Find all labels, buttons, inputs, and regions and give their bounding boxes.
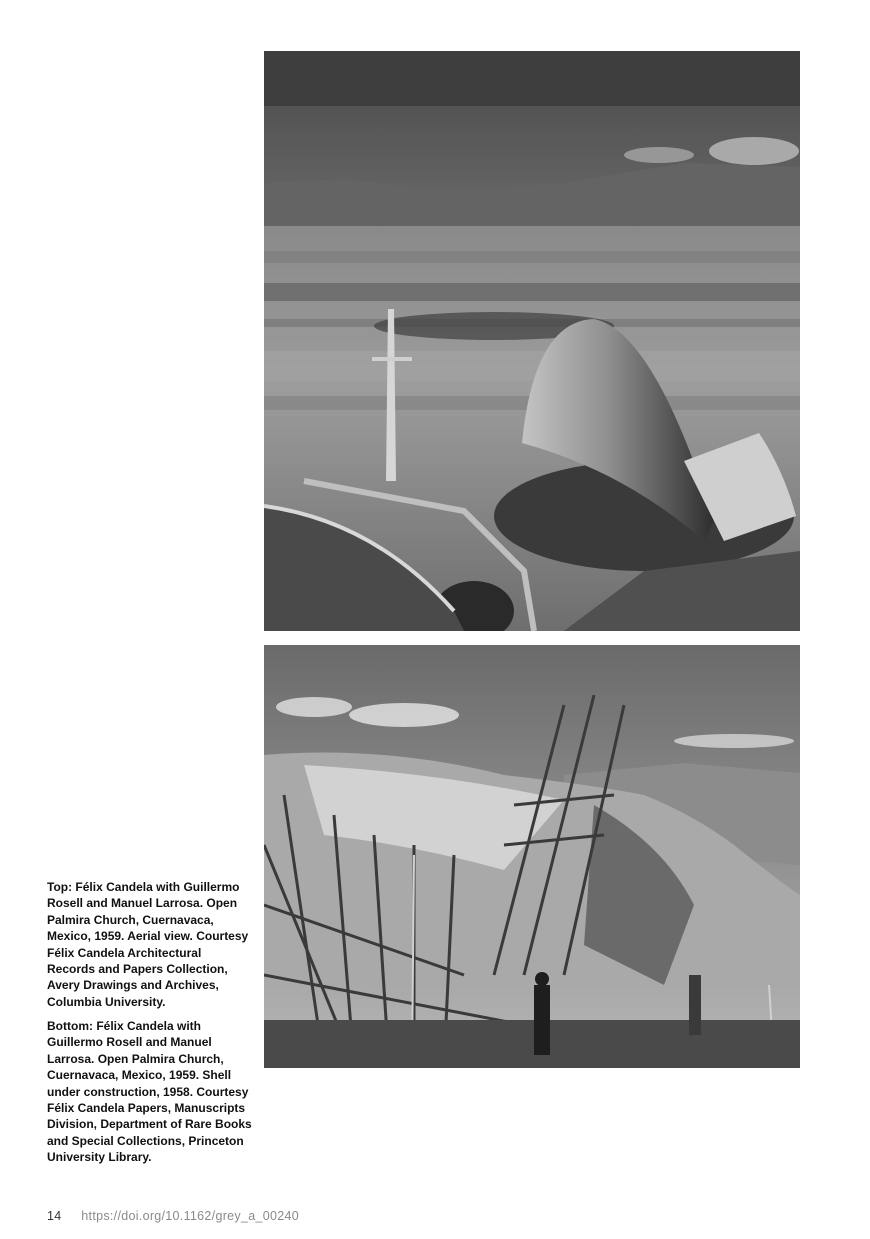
photo-aerial-view: [264, 51, 800, 631]
figure-caption-bottom: Bottom: Félix Candela with Guillermo Rosell and Manuel Larrosa. Open Palmira Church, Cuernavaca, Mexico, 1959. Shell under construction, 1958. Courtesy Félix Candela Papers, Manuscripts Division, Department of Rare Books and Special Collections, Princeton University Library.: [47, 1019, 252, 1165]
page-number: 14: [47, 1209, 62, 1223]
aerial-view-image: [264, 51, 800, 631]
doi-link[interactable]: https://doi.org/10.1162/grey_a_00240: [81, 1209, 299, 1223]
page-footer: [47, 1209, 299, 1223]
construction-image: [264, 645, 800, 1068]
photo-construction: [264, 645, 800, 1068]
figure-caption-top: Top: Félix Candela with Guillermo Rosell and Manuel Larrosa. Open Palmira Church, Cuernavaca, Mexico, 1959. Aerial view. Courtesy Félix Candela Architectural Records and Papers Collection, Avery Drawings and Archives, Columbia University.: [47, 880, 249, 1009]
